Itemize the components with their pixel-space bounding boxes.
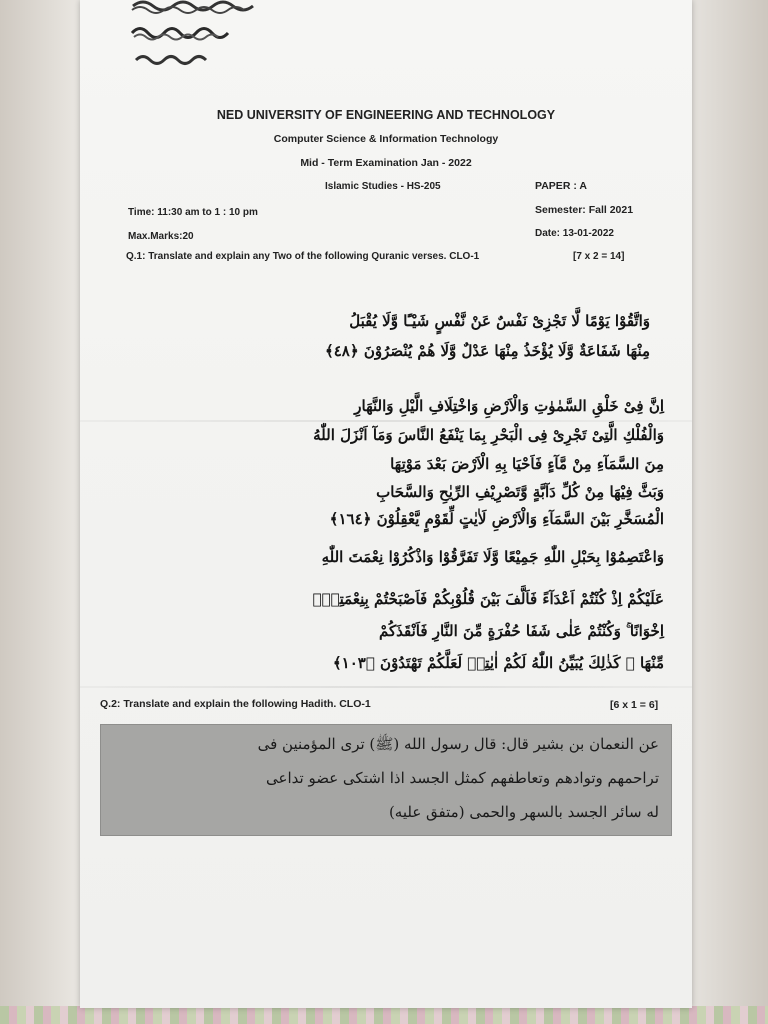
hadith-box — [100, 724, 672, 836]
verse-2-line: اِنَّ فِىْ خَلْقِ السَّمٰوٰتِ وَالْاَرْضِ وَاخْتِلَافِ الَّيْلِ وَالنَّهَارِ — [354, 397, 664, 415]
hadith-line: عن النعمان بن بشير قال: قال رسول الله (ﷺ) ترى المؤمنين فى — [257, 735, 659, 753]
paper-fold — [80, 420, 692, 422]
question-2-marks: [6 x 1 = 6] — [610, 699, 659, 711]
date-label: Date: 13-01-2022 — [535, 228, 614, 239]
department-title: Computer Science & Information Technology — [273, 133, 499, 145]
course-label: Islamic Studies - HS-205 — [325, 181, 441, 192]
paper-fold — [80, 686, 692, 688]
hadith-line: تراحمهم وتوادهم وتعاطفهم كمثل الجسد اذا اشتكى عضو تداعى — [266, 769, 659, 787]
max-marks-label: Max.Marks:20 — [128, 231, 194, 242]
exam-paper — [80, 0, 692, 1008]
semester-label: Semester: Fall 2021 — [535, 204, 634, 216]
fabric-edge — [0, 1006, 768, 1024]
question-2-prompt: Q.2: Translate and explain the following Hadith. CLO-1 — [100, 698, 371, 710]
verse-1-line: وَاتَّقُوْا يَوْمًا لَّا تَجْزِىْ نَفْسٌ عَنْ نَّفْسٍ شَيْـًٔا وَّلَا يُقْبَلُ — [349, 312, 650, 330]
verse-3-line: اِخْوَانًا ۚ وَكُنْتُمْ عَلٰى شَفَا حُفْرَةٍ مِّنَ النَّارِ فَاَنْقَذَكُمْ — [378, 622, 664, 640]
verse-3-line: عَلَيْكُمْ اِذْ كُنْتُمْ اَعْدَآءً فَاَلَّفَ بَيْنَ قُلُوْبِكُمْ فَاَصْبَحْتُمْ بِنِعْمَتِهٖٓ — [312, 590, 664, 608]
question-1-marks: [7 x 2 = 14] — [573, 251, 625, 262]
redacted-handwriting — [128, 0, 258, 72]
verse-3-line: وَاعْتَصِمُوْا بِحَبْلِ اللّٰهِ جَمِيْعًا وَّلَا تَفَرَّقُوْا وَاذْكُرُوْا نِعْمَتَ اللّٰهِ — [321, 548, 664, 566]
hadith-line: له سائر الجسد بالسهر والحمى (متفق عليه) — [388, 803, 659, 821]
paper-label: PAPER : A — [535, 180, 587, 192]
verse-2-line: وَبَثَّ فِيْهَا مِنْ كُلِّ دَآبَّةٍ وَّتَصْرِيْفِ الرِّيٰحِ وَالسَّحَابِ — [376, 483, 664, 501]
time-label: Time: 11:30 am to 1 : 10 pm — [128, 207, 258, 218]
verse-2-line: الْمُسَخَّرِ بَيْنَ السَّمَآءِ وَالْاَرْضِ لَاٰيٰتٍ لِّقَوْمٍ يَّعْقِلُوْنَ ﴿١٦٤﴾ — [329, 510, 664, 528]
verse-2-line: مِنَ السَّمَآءِ مِنْ مَّآءٍ فَاَحْيَا بِهِ الْاَرْضَ بَعْدَ مَوْتِهَا — [390, 455, 664, 473]
verse-1-line: مِنْهَا شَفَاعَةٌ وَّلَا يُؤْخَذُ مِنْهَا عَدْلٌ وَّلَا هُمْ يُنْصَرُوْنَ ﴿٤٨﴾ — [324, 342, 650, 360]
verse-3-line: مِّنْهَا ۭ كَذٰلِكَ يُبَيِّنُ اللّٰهُ لَكُمْ اٰيٰتِهٖ لَعَلَّكُمْ تَهْتَدُوْنَ ﴿١٠٣﴾ — [332, 654, 664, 672]
verse-2-line: وَالْفُلْكِ الَّتِىْ تَجْرِىْ فِى الْبَحْرِ بِمَا يَنْفَعُ النَّاسَ وَمَآ اَنْزَلَ اللّٰهُ — [313, 426, 664, 444]
university-title: NED UNIVERSITY OF ENGINEERING AND TECHNOLOGY — [216, 108, 556, 122]
exam-title: Mid - Term Examination Jan - 2022 — [300, 157, 472, 169]
question-1-prompt: Q.1: Translate and explain any Two of the following Quranic verses. CLO-1 — [126, 251, 480, 262]
